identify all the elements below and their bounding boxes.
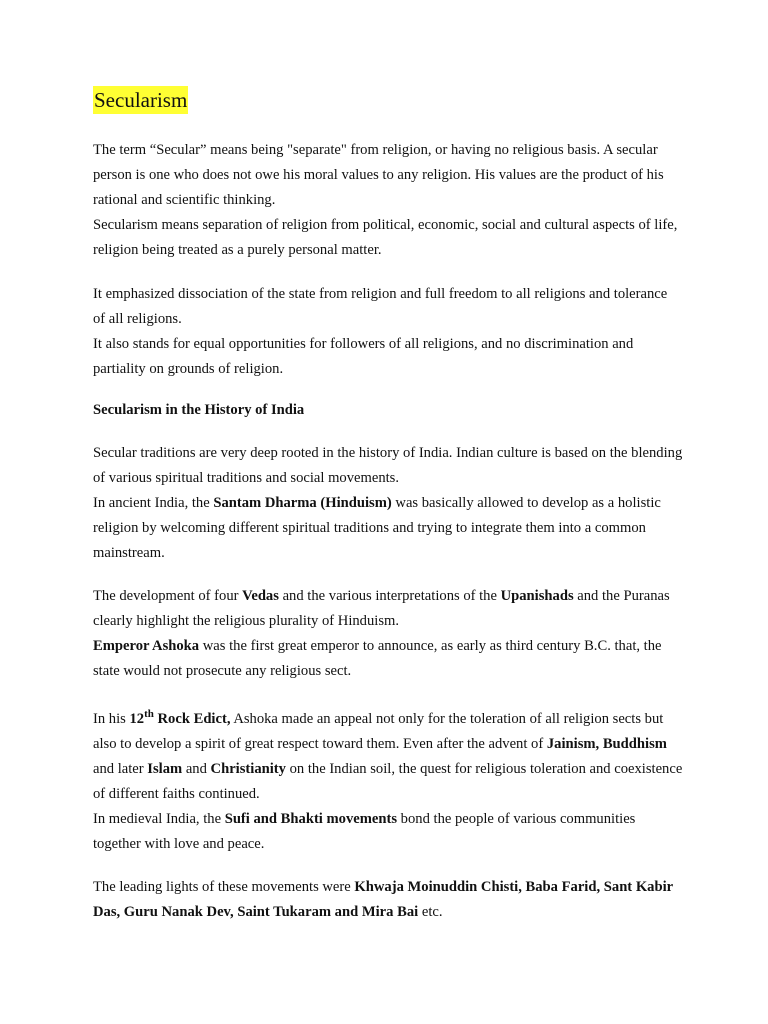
paragraph: It also stands for equal opportunities for followers of all religions, and no discrimination and partiality on grounds of religion. <box>93 336 634 377</box>
text-run: bond the people of various communities together with love and peace. <box>93 811 636 852</box>
paragraph: Secularism means separation of religion from political, economic, social and cultural aspects of life, religion being treated as a purely personal matter. <box>93 217 678 258</box>
history-section <box>93 441 683 566</box>
bold-text: Vedas <box>242 588 279 604</box>
text-run: and <box>182 761 211 777</box>
paragraph <box>93 584 683 634</box>
paragraph <box>93 634 683 684</box>
superscript: th <box>144 708 154 720</box>
text-run: etc. <box>418 904 443 920</box>
text-run: and the Puranas clearly highlight the religious plurality of Hinduism. <box>93 588 670 629</box>
paragraph <box>93 707 683 807</box>
bold-text: Islam <box>147 761 183 777</box>
bold-text: Khwaja Moinuddin Chisti, Baba Farid, Sant Kabir Das, Guru Nanak Dev, Saint Tukaram and Mira Bai <box>93 879 673 920</box>
text-run: Ashoka made an appeal not only for the toleration of all religion sects but also to develop a spirit of great respect toward them. Even after the advent of <box>93 711 664 752</box>
text-run: and later <box>93 761 148 777</box>
paragraph <box>93 875 683 925</box>
text-run: was basically allowed to develop as a holistic religion by welcoming different spiritual traditions and trying to integrate them into a common mainstream. <box>93 495 661 561</box>
paragraph: Secular traditions are very deep rooted in the history of India. Indian culture is based on the blending of various spiritual traditions and social movements. <box>93 445 683 486</box>
ashoka-section <box>93 707 683 857</box>
bold-text: Rock Edict, <box>153 711 231 727</box>
bold-text: Santam Dharma (Hinduism) <box>213 495 392 511</box>
text-run: The leading lights of these movements were <box>93 879 355 895</box>
paragraph <box>93 807 683 857</box>
text-run: on the Indian soil, the quest for religious toleration and coexistence of different faiths continued. <box>93 761 683 802</box>
bold-text: Jainism, Buddhism <box>546 736 667 752</box>
text-run: was the first great emperor to announce, as early as third century B.C. that, the state would not prosecute any religious sect. <box>93 638 662 679</box>
bold-text: Emperor Ashoka <box>93 638 200 654</box>
bold-text: 12 <box>129 711 145 727</box>
paragraph <box>93 491 683 566</box>
paragraph: The term “Secular” means being "separate" from religion, or having no religious basis. A secular person is one who does not owe his moral values to any religion. His values are the product of his rational and scientific thinking. <box>93 142 664 208</box>
text-run: The development of four <box>93 588 243 604</box>
page-title: Secularism <box>94 88 188 112</box>
paragraph: It emphasized dissociation of the state from religion and full freedom to all religions and tolerance of all religions. <box>93 286 668 327</box>
bold-text: Upanishads <box>500 588 574 604</box>
text-run: In his <box>93 711 130 727</box>
vedas-section <box>93 584 683 684</box>
section-heading: Secularism in the History of India <box>93 402 305 418</box>
definition-section <box>93 138 683 263</box>
text-run: and the various interpretations of the <box>278 588 501 604</box>
text-run: In medieval India, the <box>93 811 225 827</box>
text-run: In ancient India, the <box>93 495 214 511</box>
principles-section <box>93 282 683 382</box>
leaders-section <box>93 875 683 925</box>
bold-text: Sufi and Bhakti movements <box>224 811 398 827</box>
bold-text: Christianity <box>210 761 286 777</box>
